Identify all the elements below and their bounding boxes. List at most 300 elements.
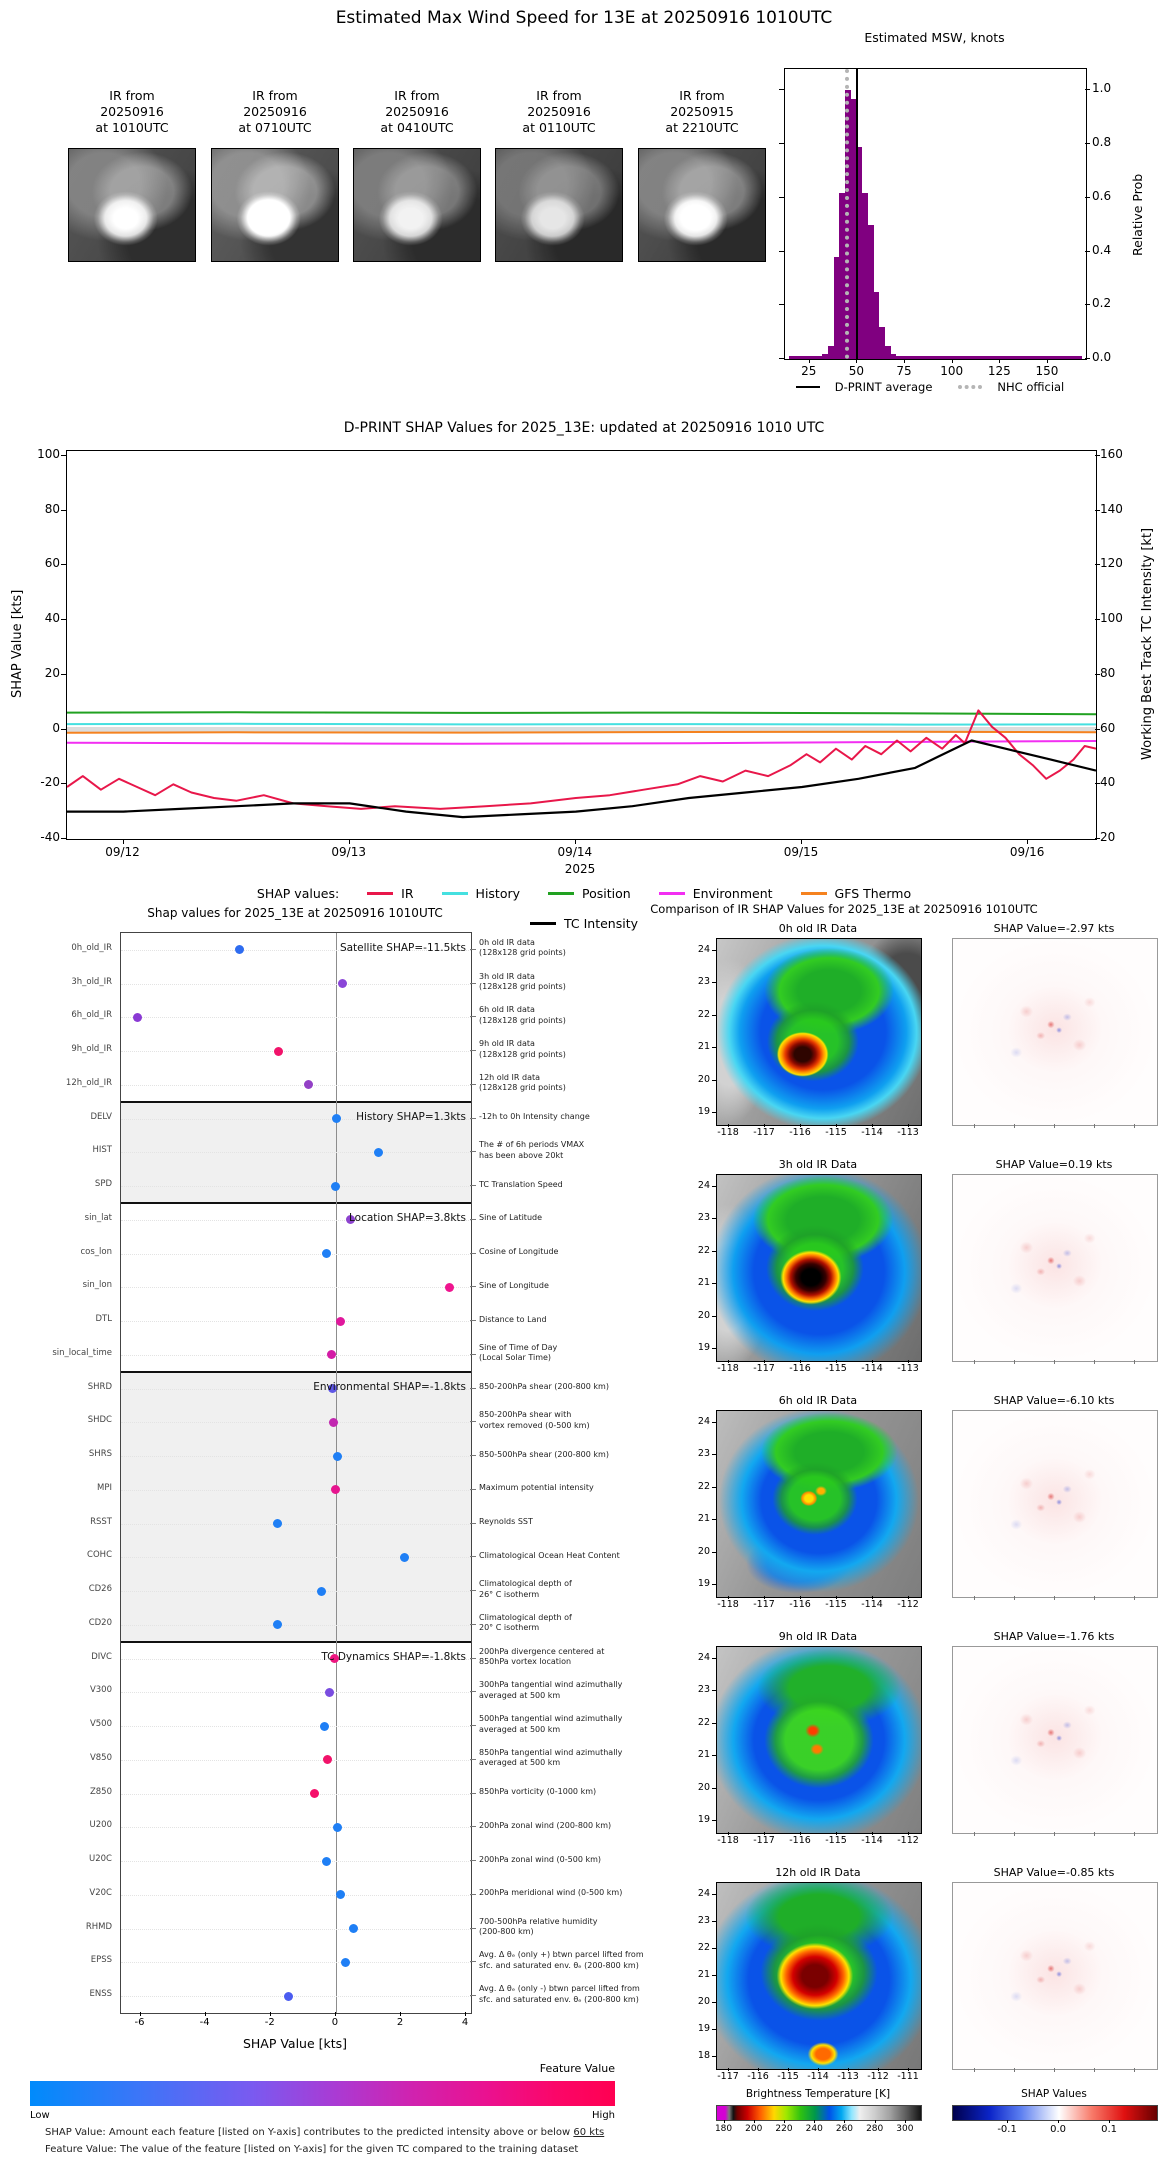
dotplot-point-6h_old_IR [133, 1013, 142, 1022]
dotplot-feature-label: 12h_old_IR [65, 1077, 112, 1088]
timeseries-y-tick-label-left: -20 [40, 775, 60, 790]
ir-x-tick-label: -114 [807, 2071, 829, 2082]
shap-colorbar-tick-label: 0.1 [1101, 2124, 1118, 2135]
series-gfs-thermo [67, 732, 1096, 733]
dotplot-section-label: Location SHAP=3.8kts [349, 1211, 466, 1224]
shap-x-tick [1134, 1832, 1135, 1836]
dotplot-row-gridline [121, 1422, 471, 1423]
dotplot-feature-label: COHC [87, 1550, 112, 1561]
desc-line: Reynolds SST [479, 1517, 533, 1527]
dotplot-row-gridline [121, 1692, 471, 1693]
ir-data-title: 3h old IR Data [778, 1158, 858, 1171]
ir-y-tick-label: 20 [697, 1073, 710, 1085]
dotplot-feature-desc [479, 1613, 729, 1634]
bt-colorbar-tick [875, 2120, 876, 2123]
dotplot-row-gridline [121, 1861, 471, 1862]
dotplot-feature-label: sin_lon [82, 1280, 112, 1291]
ir-x-tick-label: -115 [825, 1599, 847, 1610]
timeseries-y-tick-label-right: 80 [1100, 665, 1116, 680]
ir-thumbnail [619, 88, 785, 262]
desc-line: sfc. and saturated env. θₑ (200-800 km) [479, 1960, 639, 1970]
desc-line: Climatological depth of [479, 1612, 572, 1622]
timeseries-y-tick-right [1095, 674, 1100, 675]
ir-thumbnail-image [68, 148, 196, 262]
dotplot-right-tick [470, 1151, 476, 1152]
dotplot-feature-label: ENSS [89, 1989, 112, 2000]
dotplot-feature-label: Z850 [89, 1786, 112, 1797]
ir-x-tick [872, 1124, 873, 1127]
dotplot-section-label: TC Dynamics SHAP=-1.8kts [321, 1650, 466, 1663]
dotplot-feature-label: U200 [89, 1820, 112, 1831]
timeseries-y-tick-right [1095, 564, 1100, 565]
footnote1-underlined: 60 kts [573, 2127, 605, 2138]
dotplot-row-gridline [121, 1557, 471, 1558]
ir-x-tick [800, 1596, 801, 1599]
ir-x-tick-label: -117 [753, 1363, 775, 1374]
ir-y-tick-label: 19 [697, 2023, 710, 2034]
histogram-x-tick [999, 359, 1000, 363]
dotplot-feature-desc [479, 1855, 729, 1866]
desc-line: 850hPa tangential wind azimuthally [479, 1747, 623, 1757]
figure-title: Estimated Max Wind Speed for 13E at 20250916 1010UTC [335, 8, 833, 28]
histogram-x-tick [952, 359, 953, 363]
ir-y-tick [712, 1723, 716, 1724]
ir-x-tick [908, 1124, 909, 1127]
ir-y-tick [712, 1218, 716, 1219]
dotplot-feature-label: RHMD [85, 1921, 112, 1932]
ir-thumbnail-label-line: 20250916 [100, 104, 164, 119]
desc-line: -12h to 0h Intensity change [479, 1112, 590, 1122]
dotplot-xlabel: SHAP Value [kts] [242, 2036, 348, 2051]
shap-x-tick [974, 2068, 975, 2072]
dotplot-row-gridline [121, 1929, 471, 1930]
dotplot-row-gridline [121, 1760, 471, 1761]
ir-data-image [716, 1410, 922, 1598]
timeseries-y-tick-left [61, 838, 66, 839]
shap-x-tick [1094, 1124, 1095, 1128]
timeseries-y-tick-right [1095, 729, 1100, 730]
dotplot-x-tick-label: 4 [461, 2017, 469, 2028]
ir-y-tick [712, 1519, 716, 1520]
dotplot-section-divider [121, 1101, 471, 1103]
desc-line: 0h old IR data [479, 937, 535, 947]
ir-x-tick [758, 2068, 759, 2071]
desc-line: averaged at 500 km [479, 1724, 561, 1734]
ir-y-tick-label: 22 [697, 1716, 710, 1728]
histogram-x-tick-label: 125 [987, 364, 1011, 378]
timeseries-y-tick-left [61, 564, 66, 565]
timeseries-y-tick-left [61, 674, 66, 675]
dotplot-x-tick [465, 2012, 466, 2016]
ir-y-tick [712, 1894, 716, 1895]
ir-x-tick [908, 1596, 909, 1599]
legend-label-environment: Environment [692, 886, 773, 901]
histogram-y-tick-left [779, 143, 784, 144]
ir-y-tick-label: 23 [697, 1684, 710, 1696]
desc-line: 9h old IR data [479, 1039, 535, 1049]
feature-value-high-label: High [592, 2110, 615, 2121]
ir-x-tick-label: -116 [789, 1127, 811, 1138]
shap-x-tick [1094, 1596, 1095, 1600]
ir-x-tick-label: -118 [717, 1835, 739, 1846]
dotplot-point-cos_lon [322, 1249, 331, 1258]
legend-label-position: Position [582, 886, 631, 901]
dotplot-point-V850 [323, 1755, 332, 1764]
ir-x-tick [728, 2068, 729, 2071]
timeseries-x-tick-label: 09/13 [331, 845, 366, 859]
dotplot-point-DTL [336, 1317, 345, 1326]
dotplot-row-gridline [121, 1996, 471, 1997]
comparison-title: Comparison of IR SHAP Values for 2025_13E at 20250916 1010UTC [650, 902, 1038, 916]
dprint-average-vline [856, 69, 858, 359]
bt-colorbar-tick [754, 2120, 755, 2123]
dotplot-feature-label: EPSS [90, 1955, 112, 1966]
series-position [67, 712, 1096, 714]
ir-y-tick [712, 1658, 716, 1659]
desc-line: 300hPa tangential wind azimuthally [479, 1680, 623, 1690]
dotplot-point-12h_old_IR [304, 1080, 313, 1089]
dotplot-footnote-feature-value: Feature Value: The value of the feature [listed on Y-axis] for the given TC compared to the training dataset [45, 2144, 579, 2155]
bt-colorbar-tick-label: 300 [896, 2124, 914, 2134]
ir-data-image [716, 1646, 922, 1834]
timeseries-y-tick-label-left: 0 [52, 720, 60, 735]
shap-colorbar-tick [1058, 2120, 1059, 2123]
dotplot-feature-label: SHRD [87, 1381, 112, 1392]
feature-value-colorbar-label: Feature Value [539, 2062, 615, 2075]
dotplot-feature-label: sin_local_time [52, 1347, 112, 1358]
dotplot-point-V500 [320, 1722, 329, 1731]
timeseries-y-tick-label-left: -40 [40, 830, 60, 844]
desc-line: 500hPa tangential wind azimuthally [479, 1714, 623, 1724]
ir-x-tick-label: -117 [753, 1599, 775, 1610]
ir-y-tick [712, 1948, 716, 1949]
dotplot-zero-line [336, 933, 338, 2013]
ir-y-tick-label: 22 [697, 1008, 710, 1020]
shap-value-title: SHAP Value=-6.10 kts [993, 1394, 1115, 1407]
dotplot-title: Shap values for 2025_13E at 20250916 1010UTC [147, 906, 443, 920]
histogram-x-tick [1047, 359, 1048, 363]
timeseries-y-tick-label-right: 160 [1100, 446, 1123, 461]
ir-x-tick [908, 2068, 909, 2071]
ir-x-tick-label: -113 [897, 1363, 919, 1374]
histogram-y-tick-right [1085, 89, 1090, 90]
histogram-x-tick [809, 359, 810, 363]
ir-y-tick [712, 1047, 716, 1048]
ir-y-tick-label: 19 [697, 1106, 710, 1117]
shap-colorbar-tick-label: -0.1 [997, 2124, 1017, 2135]
desc-line: Distance to Land [479, 1314, 547, 1324]
bt-colorbar-tick [905, 2120, 906, 2123]
bt-colorbar-tick [814, 2120, 815, 2123]
ir-y-tick [712, 1552, 716, 1553]
ir-x-tick [728, 1124, 729, 1127]
ir-y-tick-label: 24 [697, 1180, 710, 1191]
ir-thumbnail-image [353, 148, 481, 262]
ir-y-tick-label: 19 [697, 1578, 710, 1589]
dotplot-right-tick [470, 1421, 476, 1422]
ir-x-tick-label: -112 [897, 1599, 919, 1610]
shap-x-tick [1054, 1124, 1055, 1128]
timeseries-title: D-PRINT SHAP Values for 2025_13E: updated at 20250916 1010 UTC [343, 420, 825, 436]
dotplot-point-RSST [273, 1519, 282, 1528]
ir-y-tick [712, 1584, 716, 1585]
dotplot-row-gridline [121, 1827, 471, 1828]
desc-line: sfc. and saturated env. θₑ (200-800 km) [479, 1994, 639, 2004]
bt-colorbar-tick [724, 2120, 725, 2123]
dotplot-feature-label: DTL [95, 1314, 112, 1325]
timeseries-y-tick-label-right: 120 [1100, 556, 1123, 571]
dotplot-right-tick [470, 1961, 476, 1962]
dotplot-feature-desc [479, 1382, 729, 1393]
dotplot-point-COHC [400, 1553, 409, 1562]
ir-y-tick [712, 950, 716, 951]
legend-swatch-history [442, 892, 468, 895]
timeseries-y-tick-left [61, 783, 66, 784]
dotplot-section-label: Environmental SHAP=-1.8kts [313, 1380, 466, 1393]
ir-x-tick [872, 1596, 873, 1599]
footnote1-text: SHAP Value: Amount each feature [listed on Y-axis] contributes to the predicted intensity above or below [45, 2127, 574, 2138]
ir-y-tick-label: 21 [697, 1041, 710, 1053]
dotplot-row-gridline [121, 1186, 471, 1187]
dotplot-row-gridline [121, 984, 471, 985]
histogram-y-tick-label: 1.0 [1092, 81, 1112, 96]
ir-x-tick-label: -114 [861, 1363, 883, 1374]
dotplot-row-gridline [121, 1962, 471, 1963]
ir-thumbnail-label [476, 88, 642, 136]
ir-x-tick [836, 1832, 837, 1835]
desc-line: (200-800 km) [479, 1927, 534, 1937]
shap-value-image [952, 1646, 1158, 1834]
histogram-legend [700, 380, 1160, 394]
ir-thumbnail-label-line: IR from [679, 88, 725, 103]
desc-line: averaged at 500 km [479, 1758, 561, 1768]
timeseries-legend-item-tc-intensity [530, 916, 638, 931]
dotplot-point-SHDC [329, 1418, 338, 1427]
shap-x-tick [1094, 1832, 1095, 1836]
dotplot-row-gridline [121, 1591, 471, 1592]
desc-line: Avg. Δ θₑ (only -) btwn parcel lifted from [479, 1984, 640, 1994]
legend-label-ir: IR [401, 886, 414, 901]
dotplot-point-Z850 [310, 1789, 319, 1798]
ir-y-tick-label: 22 [697, 1480, 710, 1492]
desc-line: (128x128 grid points) [479, 948, 566, 958]
desc-line: 200hPa divergence centered at [479, 1646, 605, 1656]
ir-thumbnail-label-line: at 0410UTC [380, 120, 454, 135]
ir-x-tick [764, 1360, 765, 1363]
ir-x-tick [908, 1832, 909, 1835]
timeseries-legend-label: SHAP values: [256, 886, 340, 901]
dotplot-right-tick [470, 1388, 476, 1389]
ir-x-tick [872, 1832, 873, 1835]
dotplot-right-tick [470, 983, 476, 984]
timeseries-y-tick-left [61, 619, 66, 620]
ir-x-tick-label: -115 [825, 1363, 847, 1374]
dotplot-section-divider [121, 1202, 471, 1204]
shap-x-tick [1134, 1596, 1135, 1600]
desc-line: (128x128 grid points) [479, 1015, 566, 1025]
dotplot-row-gridline [121, 1287, 471, 1288]
shap-x-tick [1054, 1360, 1055, 1364]
desc-line: Climatological Ocean Heat Content [479, 1550, 620, 1560]
ir-y-tick-label: 24 [697, 944, 710, 955]
timeseries-legend-item-history [442, 886, 520, 901]
ir-thumbnail-label [619, 88, 785, 136]
dotplot-right-tick [470, 949, 476, 950]
dotplot-row-gridline [121, 1490, 471, 1491]
desc-line: TC Translation Speed [479, 1179, 563, 1189]
ir-x-tick-label: -117 [717, 2071, 739, 2082]
dotplot-right-tick [470, 1860, 476, 1861]
ir-thumbnail-label-line: 20250916 [243, 104, 307, 119]
ir-data-title: 0h old IR Data [778, 922, 858, 935]
desc-line: 850-500hPa shear (200-800 km) [479, 1449, 609, 1459]
series-history [67, 724, 1096, 725]
ir-thumbnail-label-line: at 1010UTC [95, 120, 169, 135]
desc-line: 200hPa meridional wind (0-500 km) [479, 1888, 623, 1898]
ir-x-tick [848, 2068, 849, 2071]
shap-x-tick [1134, 2068, 1135, 2072]
timeseries-y-tick-left [61, 510, 66, 511]
desc-line: Sine of Time of Day [479, 1342, 558, 1352]
dotplot-point-EPSS [341, 1958, 350, 1967]
dotplot-feature-label: CD26 [88, 1584, 112, 1595]
ir-x-tick [800, 1832, 801, 1835]
dotplot-x-tick [140, 2012, 141, 2016]
dotplot-right-tick [470, 1624, 476, 1625]
timeseries-y-tick-right [1095, 455, 1100, 456]
dotplot-row-gridline [121, 1152, 471, 1153]
bt-colorbar-tick [784, 2120, 785, 2123]
timeseries-x-tick-label: 09/15 [783, 845, 819, 859]
bt-colorbar-tick [844, 2120, 845, 2123]
bt-colorbar-title: Brightness Temperature [K] [745, 2088, 891, 2100]
timeseries-y-tick-label-right: 20 [1100, 830, 1116, 844]
dotplot-point-sin_lon [445, 1283, 454, 1292]
ir-x-tick-label: -116 [789, 1599, 811, 1610]
timeseries-x-tick [349, 839, 350, 844]
ir-x-tick [788, 2068, 789, 2071]
dotplot-feature-label: RSST [90, 1516, 112, 1527]
timeseries-y-tick-label-left: 80 [44, 501, 60, 516]
series-environment [67, 741, 1096, 744]
bt-colorbar-tick-label: 180 [714, 2124, 733, 2134]
timeseries-legend-item-gfs-thermo [801, 886, 912, 901]
timeseries-ylabel-right: Working Best Track TC Intensity [kt] [1140, 527, 1155, 761]
timeseries-y-tick-left [61, 455, 66, 456]
shap-value-title: SHAP Value=-1.76 kts [993, 1630, 1115, 1643]
dotplot-feature-label: cos_lon [80, 1246, 112, 1257]
ir-x-tick-label: -118 [717, 1363, 739, 1374]
shap-value-image [952, 1410, 1158, 1598]
legend-swatch-position [548, 892, 574, 895]
dotplot-feature-label: MPI [97, 1482, 112, 1493]
desc-line: 20° C isotherm [479, 1623, 540, 1633]
ir-y-tick [712, 2029, 716, 2030]
shap-x-tick [1054, 2068, 1055, 2072]
dotplot-feature-label: DELV [90, 1111, 112, 1122]
desc-line: (128x128 grid points) [479, 1049, 566, 1059]
dotplot-right-tick [470, 1826, 476, 1827]
nhc-official-dotted-swatch [958, 385, 982, 389]
dotplot-row-gridline [121, 1524, 471, 1525]
dotplot-x-tick [205, 2012, 206, 2016]
dotplot-right-tick [470, 1286, 476, 1287]
desc-line: 850-200hPa shear with [479, 1410, 572, 1420]
ir-y-tick [712, 1348, 716, 1349]
shap-value-title: SHAP Value=-2.97 kts [993, 922, 1115, 935]
dotplot-point-RHMD [349, 1924, 358, 1933]
dotplot-right-tick [470, 1354, 476, 1355]
ir-x-tick [836, 1124, 837, 1127]
desc-line: Climatological depth of [479, 1579, 572, 1589]
ir-y-tick-label: 20 [697, 1781, 710, 1793]
desc-line: has been above 20kt [479, 1150, 564, 1160]
dotplot-section-label: Satellite SHAP=-11.5kts [339, 941, 466, 954]
dotplot-right-tick [470, 1759, 476, 1760]
timeseries-legend-item-ir [367, 886, 413, 901]
shap-x-tick [1094, 1360, 1095, 1364]
timeseries-y-tick-right [1095, 510, 1100, 511]
dotplot-feature-label: 3h_old_IR [71, 976, 112, 987]
shap-value-title: SHAP Value=0.19 kts [995, 1158, 1113, 1171]
shap-x-tick [1094, 2068, 1095, 2072]
desc-line: The # of 6h periods VMAX [479, 1140, 585, 1150]
ir-y-tick-label: 18 [697, 2050, 710, 2061]
ir-y-tick [712, 1975, 716, 1976]
dotplot-feature-label: HIST [92, 1145, 112, 1156]
dotplot-feature-label: V500 [89, 1719, 112, 1730]
ir-thumbnail-image [211, 148, 339, 262]
dotplot-right-tick [470, 1691, 476, 1692]
legend-swatch-gfs-thermo [801, 892, 827, 895]
nhc-official-label: NHC official [997, 380, 1065, 394]
dotplot-right-tick [470, 1050, 476, 1051]
dotplot-feature-label: V300 [89, 1685, 112, 1696]
ir-y-tick-label: 24 [697, 1652, 710, 1663]
histogram-y-tick-left [779, 197, 784, 198]
dotplot-feature-label: SHRS [88, 1449, 112, 1460]
ir-x-tick [764, 1596, 765, 1599]
ir-thumbnail-label [49, 88, 215, 136]
ir-y-tick [712, 1186, 716, 1187]
dotplot-feature-label: 9h_old_IR [71, 1044, 112, 1055]
histogram-y-tick-label: 0.8 [1092, 135, 1112, 150]
dotplot-feature-desc [479, 1140, 729, 1161]
dotplot-right-tick [470, 1253, 476, 1254]
shap-value-image [952, 1174, 1158, 1362]
nhc-official-vline [845, 69, 849, 359]
timeseries-x-tick [801, 839, 802, 844]
dotplot-section-shading [121, 1372, 471, 1642]
bt-colorbar-tick-label: 260 [835, 2124, 854, 2134]
ir-x-tick [908, 1360, 909, 1363]
shap-x-tick [1134, 1360, 1135, 1364]
shap-x-tick [1014, 1832, 1015, 1836]
histogram-y-tick-left [779, 251, 784, 252]
desc-line: Sine of Latitude [479, 1213, 543, 1223]
dotplot-right-tick [470, 1455, 476, 1456]
ir-thumbnail-label-line: at 2210UTC [665, 120, 739, 135]
desc-line: 200hPa zonal wind (0-500 km) [479, 1854, 601, 1864]
timeseries-xlabel: 2025 [564, 862, 596, 876]
histogram-y-tick-label: 0.0 [1092, 350, 1112, 364]
desc-line: Maximum potential intensity [479, 1483, 594, 1493]
ir-y-tick [712, 1112, 716, 1113]
ir-x-tick [872, 1360, 873, 1363]
ir-y-tick-label: 22 [697, 1244, 710, 1256]
ir-data-title: 12h old IR Data [775, 1866, 861, 1879]
ir-x-tick-label: -112 [897, 1835, 919, 1846]
